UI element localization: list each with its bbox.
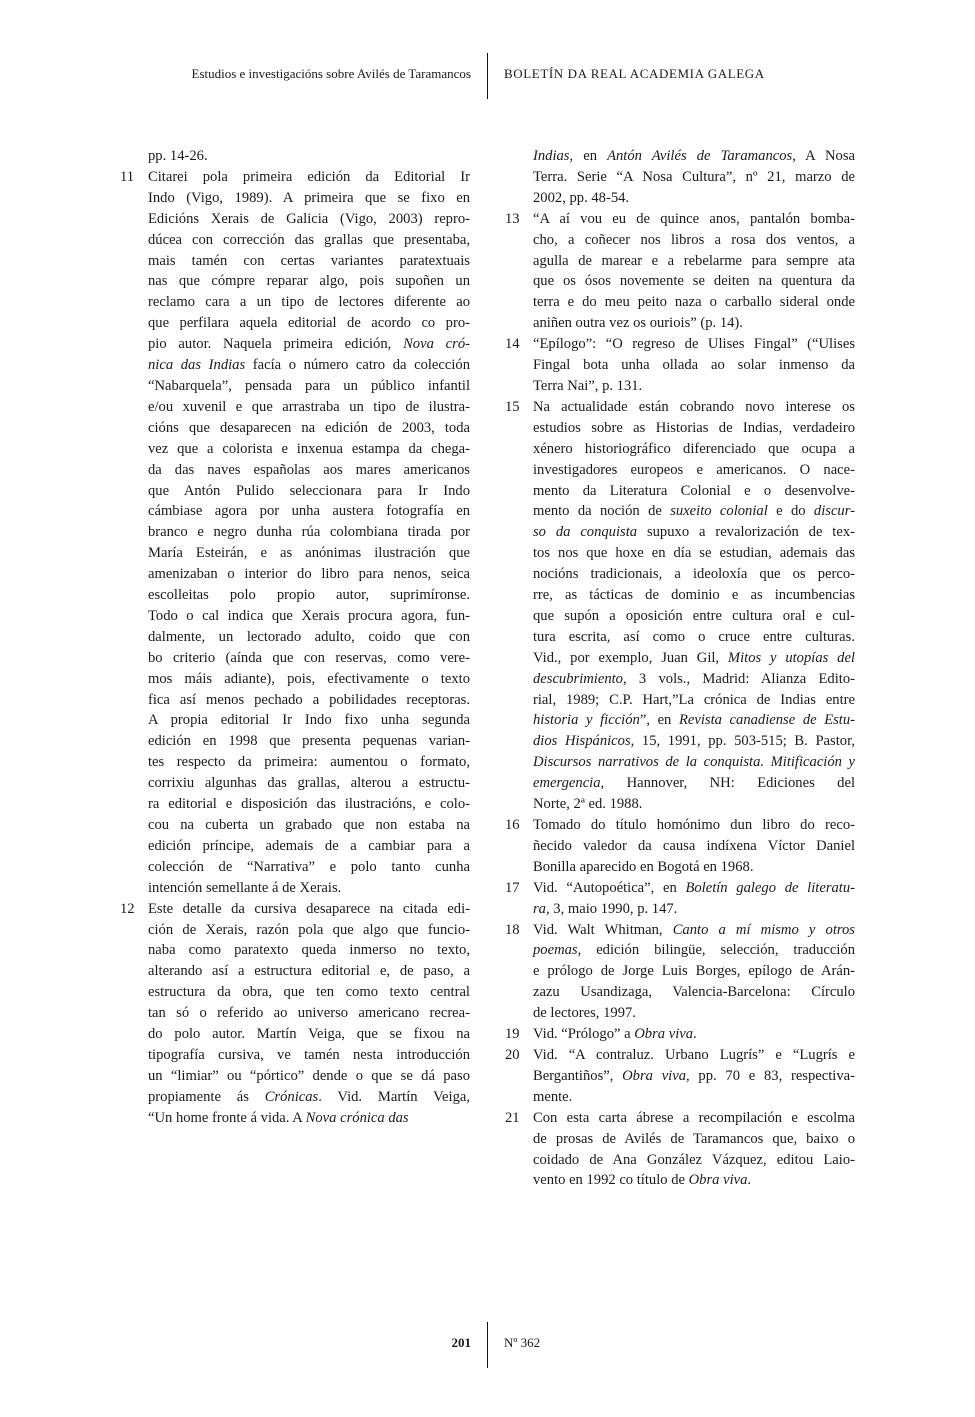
text-line: ción de Xerais, razón pola que algo que funcio-	[148, 921, 470, 938]
italic-title: ra	[533, 900, 546, 917]
text-line: “A aí vou eu de quince anos, pantalón bomba-	[533, 210, 855, 227]
text-line: propiamente ás Crónicas. Vid. Martín Veiga,	[148, 1088, 470, 1105]
footnote-number: 17	[505, 879, 520, 896]
page-number: 201	[451, 1335, 471, 1350]
footnote-14	[505, 334, 855, 397]
text-line: pio autor. Naquela primeira edición, Nova cró-	[148, 336, 470, 353]
text-line: nas que cómpre reparar algo, pois supoñen un	[148, 273, 470, 290]
text-line: tes respecto da primeira: aumentou o formato,	[148, 754, 470, 771]
text-line: estructura da obra, que ten como texto central	[148, 984, 470, 1001]
italic-title: Canto a mí mismo y otros	[672, 921, 855, 938]
text-line: e prólogo de Jorge Luis Borges, epílogo de Arán-	[533, 963, 855, 980]
footnote-number: 20	[505, 1046, 520, 1063]
text-line: cámbiase agora por unha austera fotografía en	[148, 503, 470, 520]
text-line: mento da noción de suxeito colonial e do discur-	[533, 503, 855, 520]
text-line: Edicións Xerais de Galicia (Vigo, 2003) repro-	[148, 210, 470, 227]
footnote-number: 11	[120, 168, 135, 185]
text-line: Na actualidade están cobrando novo interese os	[533, 398, 855, 415]
italic-title: Discursos narrativos de la conquista. Mitificación y	[533, 754, 855, 771]
text-line: que os ósos novemente se deiten na quentura da	[533, 273, 855, 290]
text-line: Citarei pola primeira edición da Editorial Ir	[148, 168, 470, 185]
text-line: Todo o cal indica que Xerais procura agora, fun-	[148, 607, 470, 624]
text-line: Vid. “Autopoética”, en Boletín galego de literatu-	[533, 879, 856, 896]
footnotes-left-column	[120, 146, 470, 1129]
text-line: mos máis adiante), pois, efectivamente o texto	[148, 670, 470, 687]
text-line: un “limiar” ou “pórtico” dende o que se dá paso	[148, 1067, 470, 1084]
text-line: Vid., por exemplo, Juan Gil, Mitos y utopías del	[533, 649, 855, 666]
text-line: vez que a colorista e inxenua estampa da chega-	[148, 440, 470, 457]
footnote-20	[505, 1045, 855, 1108]
text-line: que supón a oposición entre cultura oral e cul-	[533, 607, 855, 624]
footnote-21	[505, 1108, 855, 1192]
italic-title: nica das Indias	[148, 357, 246, 374]
text-line: vento en 1992 co título de Obra viva.	[533, 1172, 752, 1189]
text-line: colección de “Narrativa” e polo tanto cunha	[148, 858, 470, 875]
italic-title: Revista canadiense de Estu-	[678, 712, 856, 729]
footnote-12	[120, 899, 470, 1129]
text-line: 2002, pp. 48-54.	[533, 189, 630, 206]
text-line: dalmente, un lectorado adulto, coido que con	[148, 628, 470, 645]
italic-title: Obra viva	[634, 1026, 694, 1043]
footnote-19	[505, 1024, 855, 1045]
text-line: corrixiu algunhas das grallas, alterou a estructu-	[148, 775, 470, 792]
italic-title: Mitos y utopías del	[727, 649, 855, 666]
text-line: xénero historiográfico diferenciado que ocupa a	[533, 440, 855, 457]
footnote-13	[505, 209, 855, 334]
text-line: Vid. “Prólogo” a Obra viva.	[533, 1026, 697, 1043]
italic-title: Crónicas	[264, 1088, 319, 1105]
footnote-number: 13	[505, 210, 520, 227]
text-line: nocións tradicionais, a ideoloxía que os perco-	[533, 566, 855, 583]
text-line: nica das Indias facía o número catro da colección	[148, 357, 471, 374]
text-line: branco e negro dunha rúa colombiana tirada por	[148, 524, 470, 541]
text-line: de lectores, 1997.	[533, 1005, 636, 1022]
text-line: Con esta carta ábrese a recompilación e escolma	[533, 1109, 855, 1126]
footnote-number: 16	[505, 817, 520, 833]
text-line: da das naves españolas aos mares americanos	[148, 461, 470, 478]
text-line: A propia editorial Ir Indo fixo unha segunda	[148, 712, 470, 729]
text-line: terra e do meu peito naza o carballo sideral onde	[533, 294, 855, 311]
text-line: mais tamén con certas variantes paratextuais	[148, 252, 470, 269]
header-divider	[487, 53, 488, 99]
text-line: zazu Usandizaga, Valencia-Barcelona: Círculo	[533, 984, 855, 1001]
footnote-number: 15	[505, 398, 520, 415]
text-line: agulla de marear e a rebelarme para sempre ata	[533, 252, 855, 269]
text-line: Indias, en Antón Avilés de Taramancos, A Nosa	[533, 148, 855, 164]
text-line: tan só o referido ao universo americano recrea-	[148, 1005, 470, 1022]
text-line: amenizaban o interior do libro para nenos, seica	[148, 566, 470, 583]
text-line: Bergantiños”, Obra viva, pp. 70 e 83, respectiva-	[533, 1067, 855, 1084]
text-line: coidado de Ana González Vázquez, editou Laio-	[533, 1151, 855, 1168]
italic-title: Nova crónica das	[305, 1109, 409, 1126]
footnote-17	[505, 878, 855, 920]
italic-title: dios Hispánicos	[533, 733, 631, 750]
italic-title: Antón Avilés de Taramancos	[607, 148, 793, 164]
footnote-15	[505, 397, 855, 815]
footer-divider	[487, 1322, 488, 1368]
text-line: tos nos que hoxe en día se estudian, ademais das	[533, 545, 855, 562]
text-line: tura escrita, así como o cruce entre culturas.	[533, 628, 855, 645]
italic-title: Boletín galego de literatu-	[685, 879, 856, 896]
text-line: naba como paratexto queda inmerso no texto,	[148, 942, 470, 959]
text-line: intención semellante á de Xerais.	[148, 879, 342, 896]
footnote-number: 12	[120, 900, 135, 917]
text-line: Indo (Vigo, 1989). A primeira que se fixo en	[148, 189, 470, 206]
text-line: tipografía cursiva, ve tamén nesta introducción	[148, 1046, 470, 1063]
text-line: estudios sobre as Historias de Indias, verdadeiro	[533, 419, 855, 436]
text-line: Terra Nai”, p. 131.	[533, 377, 643, 394]
text-line: Norte, 2ª ed. 1988.	[533, 796, 643, 813]
text-line: edición príncipe, ademais de a cambiar para a	[148, 837, 470, 854]
footnote-number: 14	[505, 336, 520, 353]
text-line: ra editorial e disposición das ilustracións, e colo-	[148, 796, 470, 813]
text-line: cho, a coñecer nos libros a rosa dos ventos, a	[533, 231, 855, 248]
text-line: rre, as tácticas de dominio e as incumbencias	[533, 587, 855, 604]
text-line: “Epílogo”: “O regreso de Ulises Fingal” (“Ulises	[533, 336, 855, 353]
text-line: ñecido valedor da causa indíxena Víctor Daniel	[533, 837, 855, 854]
text-line: dios Hispánicos, 15, 1991, pp. 503-515; B. Pastor,	[533, 733, 855, 750]
text-line: María Esteirán, e as anónimas ilustración que	[148, 545, 470, 562]
text-line: escolleitas polo propio autor, suprimíronse.	[148, 587, 470, 604]
footnote-number: 19	[505, 1026, 520, 1043]
footnote-11	[120, 167, 470, 899]
text-line: Tomado do título homónimo dun libro do reco-	[533, 817, 855, 833]
text-line: que perfilara aquela editorial de acordo co pro-	[148, 315, 470, 332]
text-line: “Nabarquela”, pensada para un público infantil	[148, 377, 470, 394]
text-line: Fingal bota unha ollada ao solar inmenso da	[533, 357, 855, 374]
footnote-number: 21	[505, 1109, 520, 1126]
text-line: Vid. “A contraluz. Urbano Lugrís” e “Lugrís e	[533, 1046, 855, 1063]
italic-title: Indias	[533, 148, 570, 164]
running-header-right: BOLETÍN DA REAL ACADEMIA GALEGA	[504, 66, 765, 81]
text-line: reclamo cara a un tipo de lectores diferente ao	[148, 294, 470, 311]
issue-number: Nº 362	[504, 1335, 541, 1350]
text-line: de prosas de Avilés de Taramancos que, baixo o	[533, 1130, 855, 1147]
text-line: descubrimiento, 3 vols., Madrid: Alianza Edito-	[533, 670, 855, 687]
text-line: bo criterio (aínda que con reservas, como vere-	[148, 649, 470, 666]
text-line: edición en 1998 que presenta pequenas varian-	[148, 733, 470, 750]
text-line: Terra. Serie “A Nosa Cultura”, nº 21, marzo de	[533, 168, 855, 185]
text-line: Vid. Walt Whitman, Canto a mí mismo y otros	[533, 921, 855, 938]
text-line: alterando así a estructura editorial e, de paso, a	[148, 963, 470, 980]
text-line: mente.	[533, 1088, 573, 1105]
text-line: do polo autor. Martín Veiga, que se fixou na	[148, 1026, 470, 1043]
text-line: investigadores europeos e americanos. O nace-	[533, 461, 855, 478]
footnote-18	[505, 920, 855, 1025]
italic-title: emergencia	[533, 775, 601, 792]
footnotes-right-column	[505, 146, 855, 1191]
text-line: e/ou xuvenil e que arrastraba un tipo de ilustra-	[148, 398, 470, 415]
text-line: historia y ficción”, en Revista canadiense de Estu-	[533, 712, 856, 729]
text-line: “Un home fronte á vida. A Nova crónica das	[148, 1109, 409, 1126]
text-line: que Antón Pulido seleccionara para Ir Indo	[148, 482, 470, 499]
text-line: ra, 3, maio 1990, p. 147.	[533, 900, 678, 917]
text-line: cións que desaparecen na edición de 2003, toda	[148, 419, 470, 436]
text-line: rial, 1989; C.P. Hart,”La crónica de Indias entre	[533, 691, 855, 708]
text-line: Este detalle da cursiva desaparece na citada edi-	[148, 900, 470, 917]
italic-title: Nova cró-	[403, 336, 470, 353]
italic-title: descubrimiento	[533, 670, 623, 687]
text-line	[533, 752, 855, 773]
text-line: poemas, edición bilingüe, selección, traducción	[533, 942, 855, 959]
running-header-left: Estudios e investigacións sobre Avilés de Taramancos	[191, 66, 471, 81]
text-line: so da conquista supuxo a revalorización de tex-	[533, 524, 855, 541]
text-line: pp. 14-26.	[148, 148, 208, 164]
italic-title: Obra viva	[622, 1067, 687, 1084]
italic-title: discur-	[813, 503, 855, 520]
text-line: dúcea con corrección das grallas que presentaba,	[148, 231, 470, 248]
text-line: cou na cuberta un grabado que non estaba na	[148, 817, 470, 833]
footnote-16	[505, 815, 855, 878]
italic-title: so da conquista	[533, 524, 638, 541]
text-line: emergencia, Hannover, NH: Ediciones del	[533, 775, 855, 792]
text-line: mento da Literatura Colonial e o desenvolve-	[533, 482, 855, 499]
italic-title: poemas	[533, 942, 578, 959]
italic-title: historia y ficción	[533, 712, 640, 729]
footnote-continuation	[120, 146, 470, 167]
footnote-continuation	[505, 146, 855, 209]
italic-title: suxeito colonial	[670, 503, 768, 520]
text-line: Bonilla aparecido en Bogotá en 1968.	[533, 858, 754, 875]
text-line: aniñen outra vez os ouriois” (p. 14).	[533, 315, 743, 332]
footnote-number: 18	[505, 921, 520, 938]
text-line: fica así menos pechado a pobilidades receptoras.	[148, 691, 470, 708]
italic-title: Obra viva	[688, 1172, 748, 1189]
